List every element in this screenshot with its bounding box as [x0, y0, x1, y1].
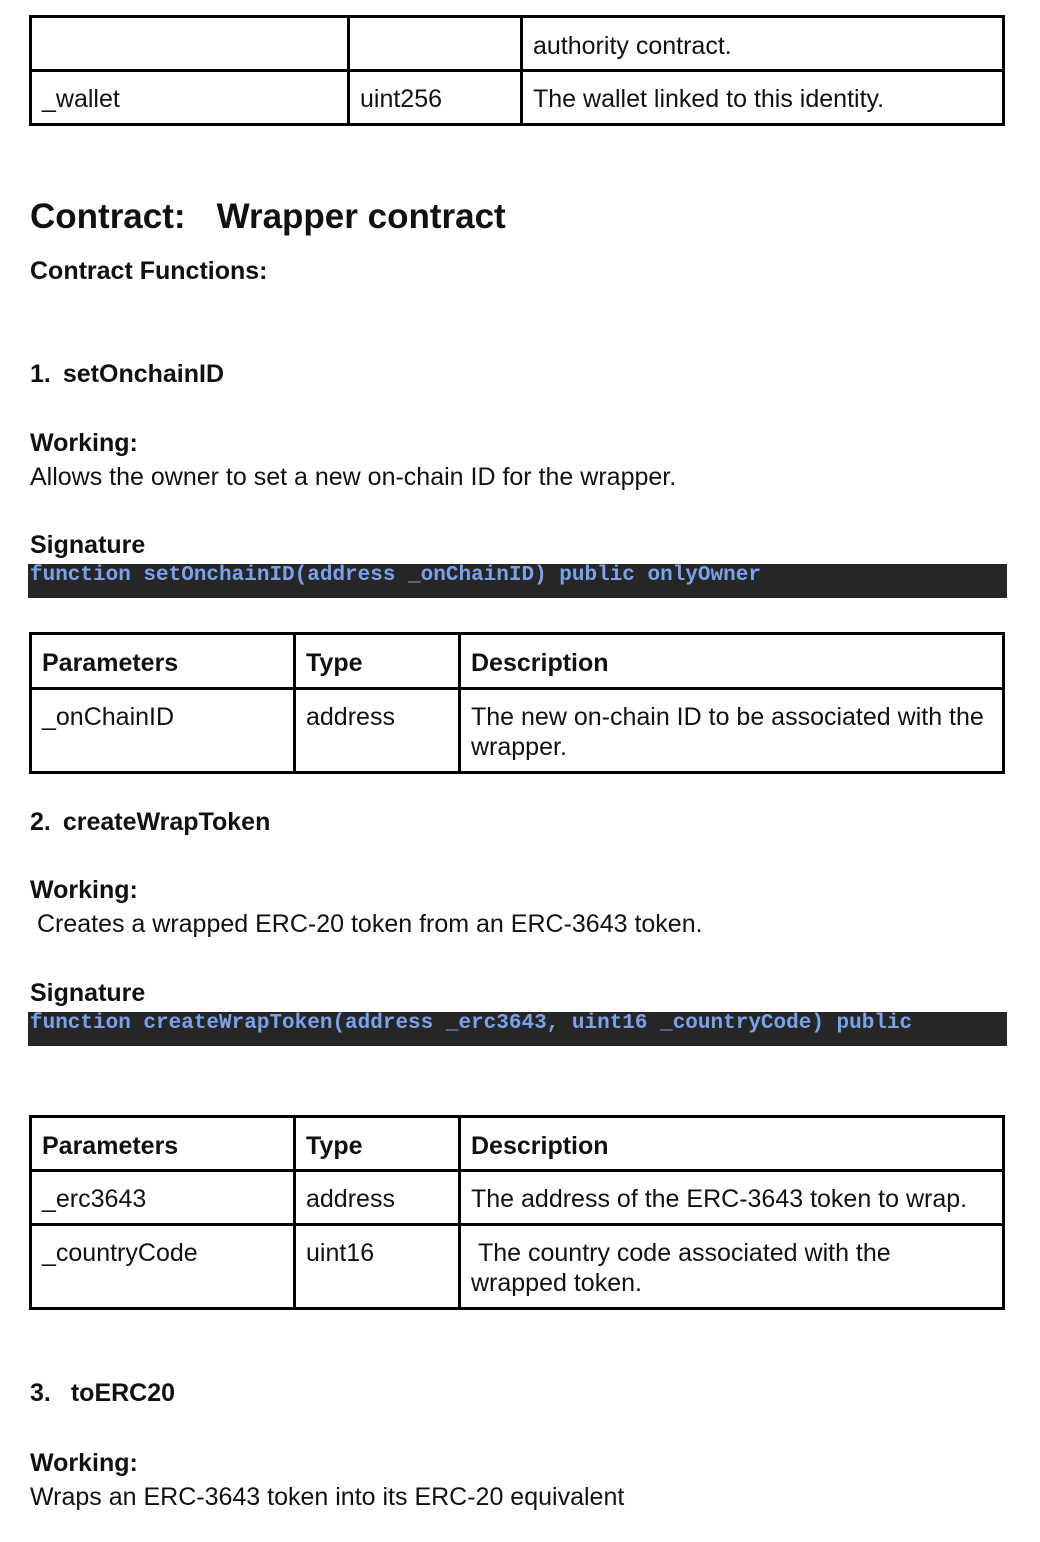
- column-header-type: Type: [295, 634, 460, 689]
- signature-label: Signature: [30, 531, 146, 559]
- function-name: createWrapToken: [62, 808, 271, 836]
- table-cell-param: _countryCode: [31, 1225, 295, 1309]
- column-header-parameters: Parameters: [31, 634, 295, 689]
- table-cell-type: address: [295, 689, 460, 773]
- working-text: Wraps an ERC-3643 token into its ERC-20 equivalent: [30, 1483, 625, 1511]
- table-row: [31, 1171, 1004, 1225]
- contract-functions-heading: Contract Functions:: [30, 257, 268, 285]
- column-header-description: Description: [460, 634, 1004, 689]
- contract-name: Wrapper contract: [216, 197, 506, 236]
- signature-label: Signature: [30, 979, 146, 1007]
- column-header-description: Description: [460, 1117, 1004, 1171]
- table-cell-type: [349, 17, 522, 71]
- column-header-parameters: Parameters: [31, 1117, 295, 1171]
- table-header-row: [31, 1117, 1004, 1171]
- table-row: [31, 17, 1004, 71]
- contract-heading: [30, 197, 506, 237]
- function-heading-toerc20: [30, 1379, 175, 1408]
- table-cell-description: The country code associated with the wrapped token.: [460, 1225, 1004, 1309]
- table-cell-type: uint256: [349, 71, 522, 125]
- function-number: 1.: [30, 360, 51, 388]
- table-cell-param: _wallet: [31, 71, 349, 125]
- table-cell-param: _erc3643: [31, 1171, 295, 1225]
- working-label: Working:: [30, 429, 138, 457]
- setonchainid-params-table: [29, 632, 1005, 774]
- table-cell-description: The new on-chain ID to be associated with the wrapper.: [460, 689, 1004, 773]
- table-cell-type: address: [295, 1171, 460, 1225]
- createwraptoken-params-table: [29, 1115, 1005, 1310]
- table-cell-description: The address of the ERC-3643 token to wrap.: [460, 1171, 1004, 1225]
- working-text: Allows the owner to set a new on-chain ID for the wrapper.: [30, 463, 677, 491]
- function-name: setOnchainID: [62, 360, 225, 388]
- table-cell-description: authority contract.: [522, 17, 1004, 71]
- table-row: [31, 689, 1004, 773]
- table-header-row: [31, 634, 1004, 689]
- contract-label: Contract:: [30, 197, 186, 236]
- table-cell-param: _onChainID: [31, 689, 295, 773]
- signature-code: function setOnchainID(address _onChainID) public onlyOwner: [28, 564, 1007, 598]
- table-cell-param: [31, 17, 349, 71]
- function-heading-createwraptoken: [30, 808, 270, 837]
- table-row: [31, 71, 1004, 125]
- table-row: [31, 1225, 1004, 1309]
- function-heading-setonchainid: [30, 360, 224, 389]
- table-cell-type: uint16: [295, 1225, 460, 1309]
- function-name: toERC20: [70, 1379, 176, 1407]
- working-text: Creates a wrapped ERC-20 token from an ERC-3643 token.: [30, 910, 703, 938]
- working-label: Working:: [30, 876, 138, 904]
- signature-code: function createWrapToken(address _erc3643, uint16 _countryCode) public: [28, 1012, 1007, 1046]
- column-header-type: Type: [295, 1117, 460, 1171]
- table-cell-description: The wallet linked to this identity.: [522, 71, 1004, 125]
- working-label: Working:: [30, 1449, 138, 1477]
- function-number: 2.: [30, 808, 51, 836]
- function-number: 3.: [30, 1379, 51, 1407]
- identity-params-table: [29, 15, 1005, 126]
